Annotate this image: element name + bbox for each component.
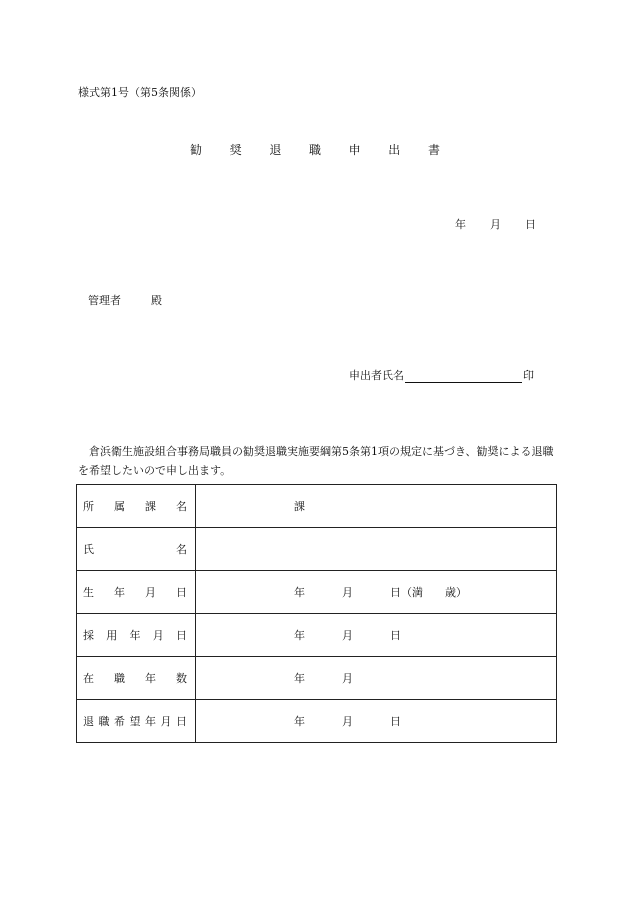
- title-char: 出: [388, 143, 401, 157]
- applicant-name-label: 申出者氏名: [349, 369, 404, 382]
- date-month-label: 月: [490, 218, 501, 231]
- title-char: 申: [348, 143, 361, 157]
- row-value-unit: 年: [294, 586, 305, 599]
- applicant-name-field[interactable]: [405, 369, 522, 383]
- row-value-unit: 日（満 歳）: [390, 586, 467, 599]
- row-label-char: 用: [106, 629, 118, 642]
- seal-label: 印: [523, 369, 534, 382]
- row-value-unit: 月: [342, 586, 353, 599]
- row-value: [196, 670, 556, 686]
- row-value-cell[interactable]: [196, 700, 557, 743]
- row-label-char: 年: [129, 629, 141, 642]
- row-label-char: 採: [83, 629, 94, 642]
- table-row-birth-date: [77, 571, 557, 614]
- row-label-char: 月: [160, 715, 172, 728]
- row-label-char: 退: [83, 715, 94, 728]
- row-label-char: 日: [176, 586, 187, 599]
- row-label-char: 氏: [83, 543, 94, 556]
- table-row-affiliation: [77, 485, 557, 528]
- row-label-char: 年: [145, 715, 156, 728]
- row-value-unit: 月: [342, 715, 353, 728]
- applicant-signature-line: [349, 367, 534, 383]
- row-label: [83, 541, 187, 557]
- row-label-char: 課: [145, 500, 156, 513]
- row-value: [196, 627, 556, 643]
- row-label-char: 日: [176, 629, 187, 642]
- row-value-cell[interactable]: [196, 485, 557, 528]
- addressee: [88, 292, 162, 308]
- row-label: [83, 498, 187, 514]
- statement-paragraph: 倉浜衛生施設組合事務局職員の勧奨退職実施要綱第5条第1項の規定に基づき、勧奨による退職を希望したいので申し出ます。: [78, 445, 554, 477]
- row-label-cell: [77, 528, 196, 571]
- row-label: [83, 670, 187, 686]
- row-label-char: 望: [129, 715, 141, 728]
- row-value: [196, 498, 556, 514]
- row-value-cell[interactable]: [196, 657, 557, 700]
- table-row-desired-retirement-date: [77, 700, 557, 743]
- row-value-unit: 日: [390, 715, 401, 728]
- row-label-char: 年: [145, 672, 156, 685]
- table-row-name: [77, 528, 557, 571]
- row-label-char: 職: [98, 715, 110, 728]
- addressee-honorific: 殿: [151, 294, 162, 307]
- table-row-hire-date: [77, 614, 557, 657]
- date-day-label: 日: [525, 218, 536, 231]
- row-label-char: 数: [176, 672, 187, 685]
- row-value: [196, 713, 556, 729]
- row-value: [196, 584, 556, 600]
- row-label-cell: [77, 571, 196, 614]
- row-label-char: 月: [152, 629, 164, 642]
- row-value-unit: 年: [294, 715, 305, 728]
- row-label-char: 職: [114, 672, 125, 685]
- row-label-cell: [77, 700, 196, 743]
- row-label-char: 名: [176, 543, 187, 556]
- row-label-char: 所: [83, 500, 94, 513]
- row-label-char: 月: [145, 586, 156, 599]
- row-value-cell[interactable]: [196, 614, 557, 657]
- row-label-char: 属: [114, 500, 125, 513]
- row-label: [83, 713, 187, 729]
- row-label-char: 日: [176, 715, 187, 728]
- row-label-cell: [77, 614, 196, 657]
- row-value-unit: 日: [390, 629, 401, 642]
- title-char: 書: [427, 143, 440, 157]
- title-char: 奨: [229, 143, 242, 157]
- row-label-char: 在: [83, 672, 94, 685]
- row-value-cell[interactable]: [196, 528, 557, 571]
- row-label-char: 名: [176, 500, 187, 513]
- row-label-char: 生: [83, 586, 94, 599]
- row-label: [83, 627, 187, 643]
- row-value-unit: 年: [294, 629, 305, 642]
- row-value-unit: 課: [294, 500, 305, 513]
- row-label: [83, 584, 187, 600]
- title-char: 退: [269, 143, 282, 157]
- row-label-cell: [77, 657, 196, 700]
- row-label-char: 年: [114, 586, 125, 599]
- addressee-name: 管理者: [88, 294, 121, 307]
- form-number: 様式第1号（第5条関係）: [78, 86, 202, 99]
- row-label-char: 希: [114, 715, 125, 728]
- document-title: [190, 141, 440, 158]
- date-line: [455, 216, 536, 232]
- row-value-cell[interactable]: [196, 571, 557, 614]
- title-char: 勧: [190, 143, 203, 157]
- row-value-unit: 月: [342, 629, 353, 642]
- table-row-years-of-service: [77, 657, 557, 700]
- row-label-cell: [77, 485, 196, 528]
- row-value-unit: 年: [294, 672, 305, 685]
- title-char: 職: [308, 143, 321, 157]
- info-table: [76, 484, 557, 743]
- row-value-unit: 月: [342, 672, 353, 685]
- date-year-label: 年: [455, 218, 466, 231]
